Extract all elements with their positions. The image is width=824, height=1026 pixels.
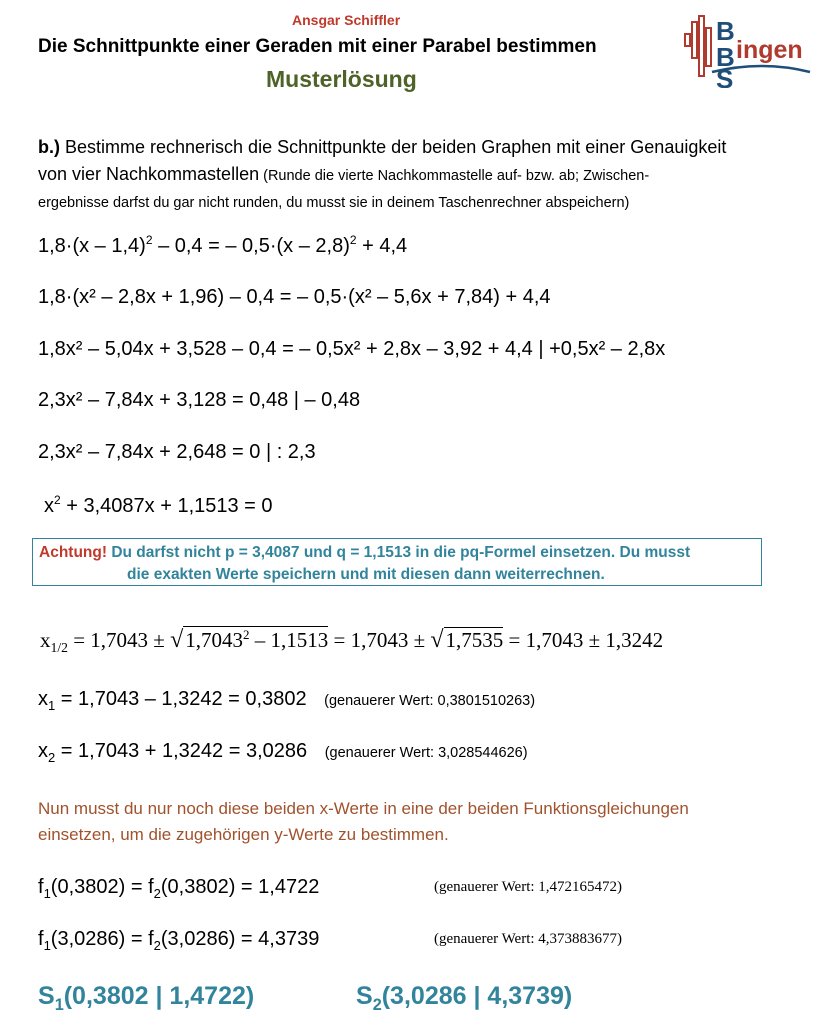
solution-x1: $x_1 = 1,7043 - 1,3242 = 0,3802$ (genauerer Wert: 0,3801510263) bbox=[38, 688, 536, 713]
task-label: b.) bbox=[38, 137, 60, 157]
function-value-2: $f_1(3,0286) = f_2(3,0286) = 4,3739$ bbox=[38, 928, 320, 953]
author-name: Ansgar Schiffler bbox=[292, 12, 401, 28]
intersection-point-1: $S_1(0,3802$ | 1,4722) bbox=[38, 982, 255, 1014]
page-title: Die Schnittpunkte einer Geraden mit einer Parabel bestimmen bbox=[38, 36, 597, 57]
task-line-1: Bestimme rechnerisch die Schnittpunkte der beiden Graphen mit einer Genauigkeit bbox=[60, 137, 727, 157]
svg-text:B: B bbox=[716, 42, 735, 72]
solution-x2: $x_2 = 1,7043 + 1,3242 = 3,0286$ (genauerer Wert: 3,028544626) bbox=[38, 740, 528, 765]
pq-formula: $x_{1/2} = 1,7043 \pm √1,7043^2 - 1,1513 = 1,7043 \pm √1,7535 = 1,7043 \pm 1,3242$ bbox=[40, 627, 664, 656]
equation-step-3: 1,8x² – 5,04x + 3,528 – 0,4 = – 0,5x² + 2,8x – 3,92 + 4,4 | +0,5x² – 2,8x bbox=[38, 338, 666, 360]
warning-box bbox=[32, 538, 762, 586]
warning-line-1: Du darfst nicht p = 3,4087 und q = 1,1513 in die pq-Formel einsetzen. Du musst bbox=[107, 544, 691, 561]
equation-step-6: $x^2 + 3,4087x + 1,1513 = 0$ bbox=[44, 493, 273, 517]
solution-x2-note: (genauerer Wert: 3,028544626) bbox=[324, 745, 528, 761]
svg-text:B: B bbox=[716, 16, 735, 46]
hint-text: Nun musst du nur noch diese beiden x-Werte in eine der beiden Funktionsgleichungen einsetzen, um die zugehörigen y-Werte zu bestimmen. bbox=[38, 799, 689, 844]
warning-line-2: die exakten Werte speichern und mit diesen dann weiterrechnen. bbox=[127, 566, 605, 583]
task-line-3: ergebnisse darfst du gar nicht runden, du musst sie in deinem Taschenrechner abspeichern) bbox=[38, 195, 630, 211]
equation-step-5: 2,3x² – 7,84x + 2,648 = 0 | : 2,3 bbox=[38, 441, 316, 463]
task-line-2-note: (Runde die vierte Nachkommastelle auf- bzw. ab; Zwischen- bbox=[259, 168, 650, 184]
task-description bbox=[38, 134, 726, 217]
page-subtitle: Musterlösung bbox=[266, 66, 417, 92]
function-value-1: $f_1(0,3802) = f_2(0,3802) = 1,4722$ bbox=[38, 876, 320, 901]
svg-text:S: S bbox=[716, 64, 734, 88]
solution-x1-note: (genauerer Wert: 0,3801510263) bbox=[324, 693, 536, 709]
intersection-point-2: $S_2(3,0286$ | 4,3739) bbox=[356, 982, 573, 1014]
equation-step-2: 1,8·(x² – 2,8x + 1,96) – 0,4 = – 0,5·(x² – 5,6x + 7,84) + 4,4 bbox=[38, 286, 551, 308]
task-line-2: von vier Nachkommastellen bbox=[38, 164, 260, 184]
equation-step-4: 2,3x² – 7,84x + 3,128 = 0,48 | – 0,48 bbox=[38, 389, 361, 411]
bbs-bingen-logo bbox=[682, 14, 812, 88]
svg-text:ingen: ingen bbox=[736, 36, 803, 64]
equation-step-1: 1,8·(x – 1,4)$^2$ – 0,4 = – 0,5·(x – 2,8)$^2$ + 4,4 bbox=[38, 233, 408, 257]
warning-label: Achtung! bbox=[39, 544, 108, 561]
function-value-2-note: (genauerer Wert: 4,373883677) bbox=[434, 931, 623, 947]
function-value-1-note: (genauerer Wert: 1,472165472) bbox=[434, 879, 623, 895]
